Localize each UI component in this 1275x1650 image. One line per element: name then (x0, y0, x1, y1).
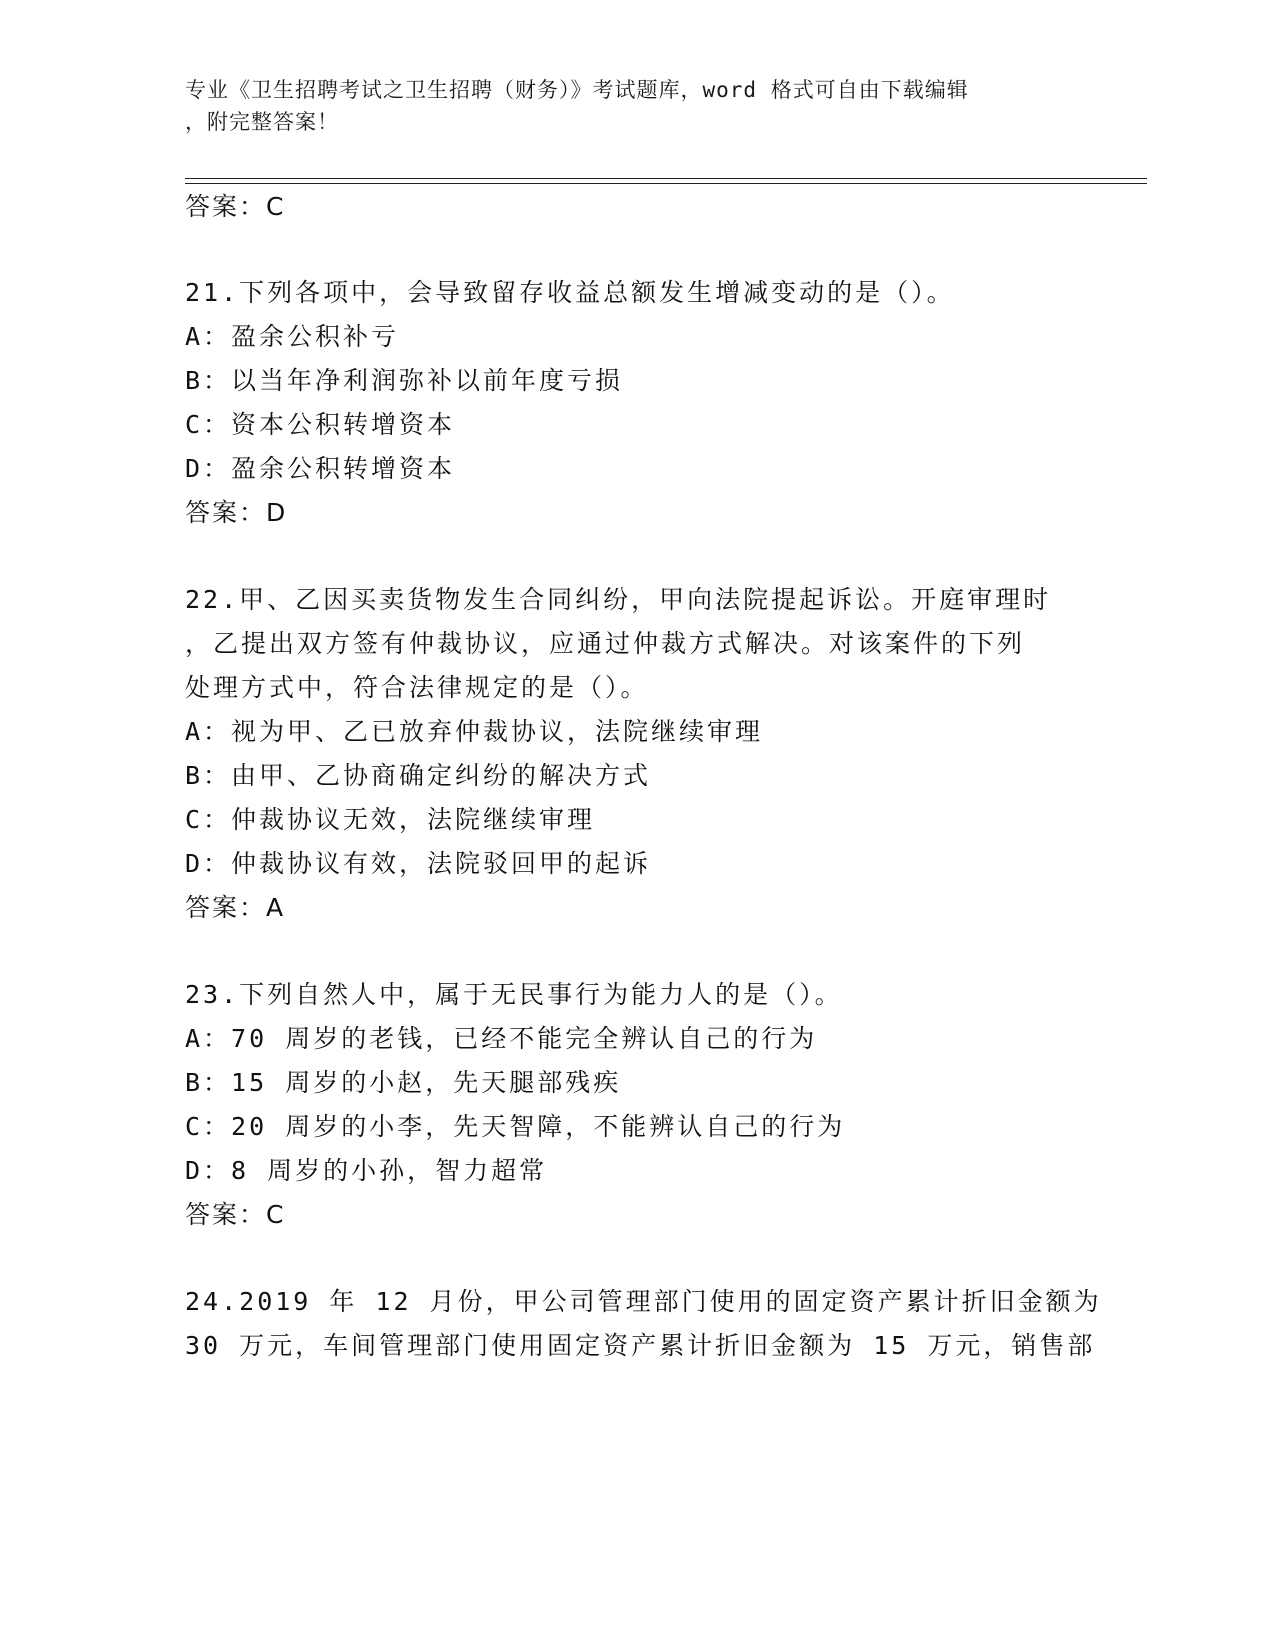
question-22-answer: 答案：A (185, 893, 286, 922)
question-23-option-b: B：15 周岁的小赵，先天腿部残疾 (185, 1068, 622, 1097)
question-22-option-c: C：仲裁协议无效，法院继续审理 (185, 805, 596, 834)
question-24-stem-line-2: 30 万元，车间管理部门使用固定资产累计折旧金额为 15 万元，销售部 (185, 1331, 1096, 1360)
header-line-2: ，附完整答案！ (185, 110, 339, 134)
question-24-stem-line-1: 24.2019 年 12 月份，甲公司管理部门使用的固定资产累计折旧金额为 (185, 1287, 1102, 1316)
question-22-stem-line-3: 处理方式中，符合法律规定的是（）。 (185, 673, 649, 702)
prev-answer: 答案：C (185, 192, 286, 221)
question-21-option-c: C：资本公积转增资本 (185, 410, 456, 439)
question-22-stem-line-2: ，乙提出双方签有仲裁协议，应通过仲裁方式解决。对该案件的下列 (185, 629, 1026, 658)
question-23-option-d: D：8 周岁的小孙，智力超常 (185, 1156, 548, 1185)
question-22-option-a: A：视为甲、乙已放弃仲裁协议，法院继续审理 (185, 717, 764, 746)
question-21-option-a: A：盈余公积补亏 (185, 322, 400, 351)
question-22-option-b: B：由甲、乙协商确定纠纷的解决方式 (185, 761, 652, 790)
question-23-option-a: A：70 周岁的老钱，已经不能完全辨认自己的行为 (185, 1024, 818, 1053)
question-21-option-d: D：盈余公积转增资本 (185, 454, 456, 483)
document-header (185, 74, 1065, 138)
header-divider-top (185, 178, 1147, 179)
question-21-answer: 答案：D (185, 498, 288, 527)
question-23-answer: 答案：C (185, 1200, 286, 1229)
question-22-option-d: D：仲裁协议有效，法院驳回甲的起诉 (185, 849, 652, 878)
question-21-option-b: B：以当年净利润弥补以前年度亏损 (185, 366, 624, 395)
question-23-stem: 23.下列自然人中，属于无民事行为能力人的是（）。 (185, 980, 843, 1009)
question-22-stem-line-1: 22.甲、乙因买卖货物发生合同纠纷，甲向法院提起诉讼。开庭审理时 (185, 585, 1052, 614)
question-21-stem: 21.下列各项中，会导致留存收益总额发生增减变动的是（）。 (185, 278, 955, 307)
header-divider-bottom (185, 183, 1147, 184)
question-23-option-c: C：20 周岁的小李，先天智障，不能辨认自己的行为 (185, 1112, 846, 1141)
header-line-1: 专业《卫生招聘考试之卫生招聘（财务）》考试题库，word 格式可自由下载编辑 (185, 78, 969, 102)
